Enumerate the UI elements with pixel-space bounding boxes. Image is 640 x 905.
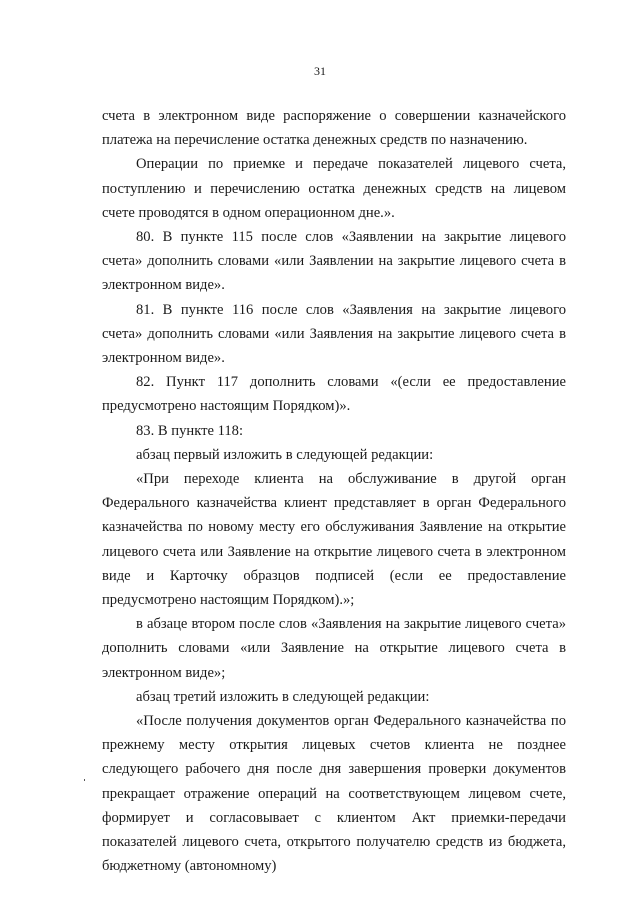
- page-number: 31: [314, 64, 326, 78]
- paragraph-item-81: 81. В пункте 116 после слов «Заявления на закрытие лицевого счета» дополнить словами «или Заявления на закрытие лицевого счета в электронном виде».: [102, 301, 566, 367]
- paragraph-item-80: 80. В пункте 115 после слов «Заявлении на закрытие лицевого счета» дополнить словами «или Заявлении на закрытие лицевого счета в электронном виде».: [102, 229, 566, 294]
- paragraph-item-83: 83. В пункте 118:: [136, 422, 243, 439]
- paragraph-operations: Операции по приемке и передаче показателей лицевого счета, поступлению и перечислению остатка денежных средств на лицевом счете проводятся в одном операционном дне.».: [102, 156, 566, 221]
- paragraph-abzac-3-text: «После получения документов орган Федерального казначейства по прежнему месту открытия лицевых счетов клиента не позднее следующего рабочего дня после дня завершения проверки документов прекращает отражение операций на соответствующем лицевом счете, формирует и согласовывает с клиентом Акт приемки-передачи показателей лицевого счета, открытого получателю средств из бюджета, бюджетному (автономному): [102, 713, 566, 875]
- scan-speck: [84, 779, 85, 781]
- paragraph-continuation: счета в электронном виде распоряжение о совершении казначейского платежа на перечисление остатка денежных средств по назначению.: [102, 108, 566, 149]
- paragraph-abzac-2: в абзаце втором после слов «Заявления на закрытие лицевого счета» дополнить словами «или Заявление на открытие лицевого счета в электронном виде»;: [102, 616, 566, 681]
- paragraph-abzac-1-text: «При переходе клиента на обслуживание в другой орган Федерального казначейства клиент представляет в орган Федерального казначейства по новому месту его обслуживания Заявление на открытие лицевого счета или Заявление на открытие лицевого счета в электронном виде и Карточку образцов подписей (если ее предоставление предусмотрено настоящим Порядком).»;: [102, 471, 566, 609]
- document-body: [102, 104, 566, 879]
- paragraph-item-82: 82. Пункт 117 дополнить словами «(если ее предоставление предусмотрено настоящим Порядком)».: [102, 374, 566, 415]
- paragraph-abzac-3-intro: абзац третий изложить в следующей редакции:: [136, 688, 430, 705]
- paragraph-abzac-1-intro: абзац первый изложить в следующей редакции:: [136, 446, 434, 463]
